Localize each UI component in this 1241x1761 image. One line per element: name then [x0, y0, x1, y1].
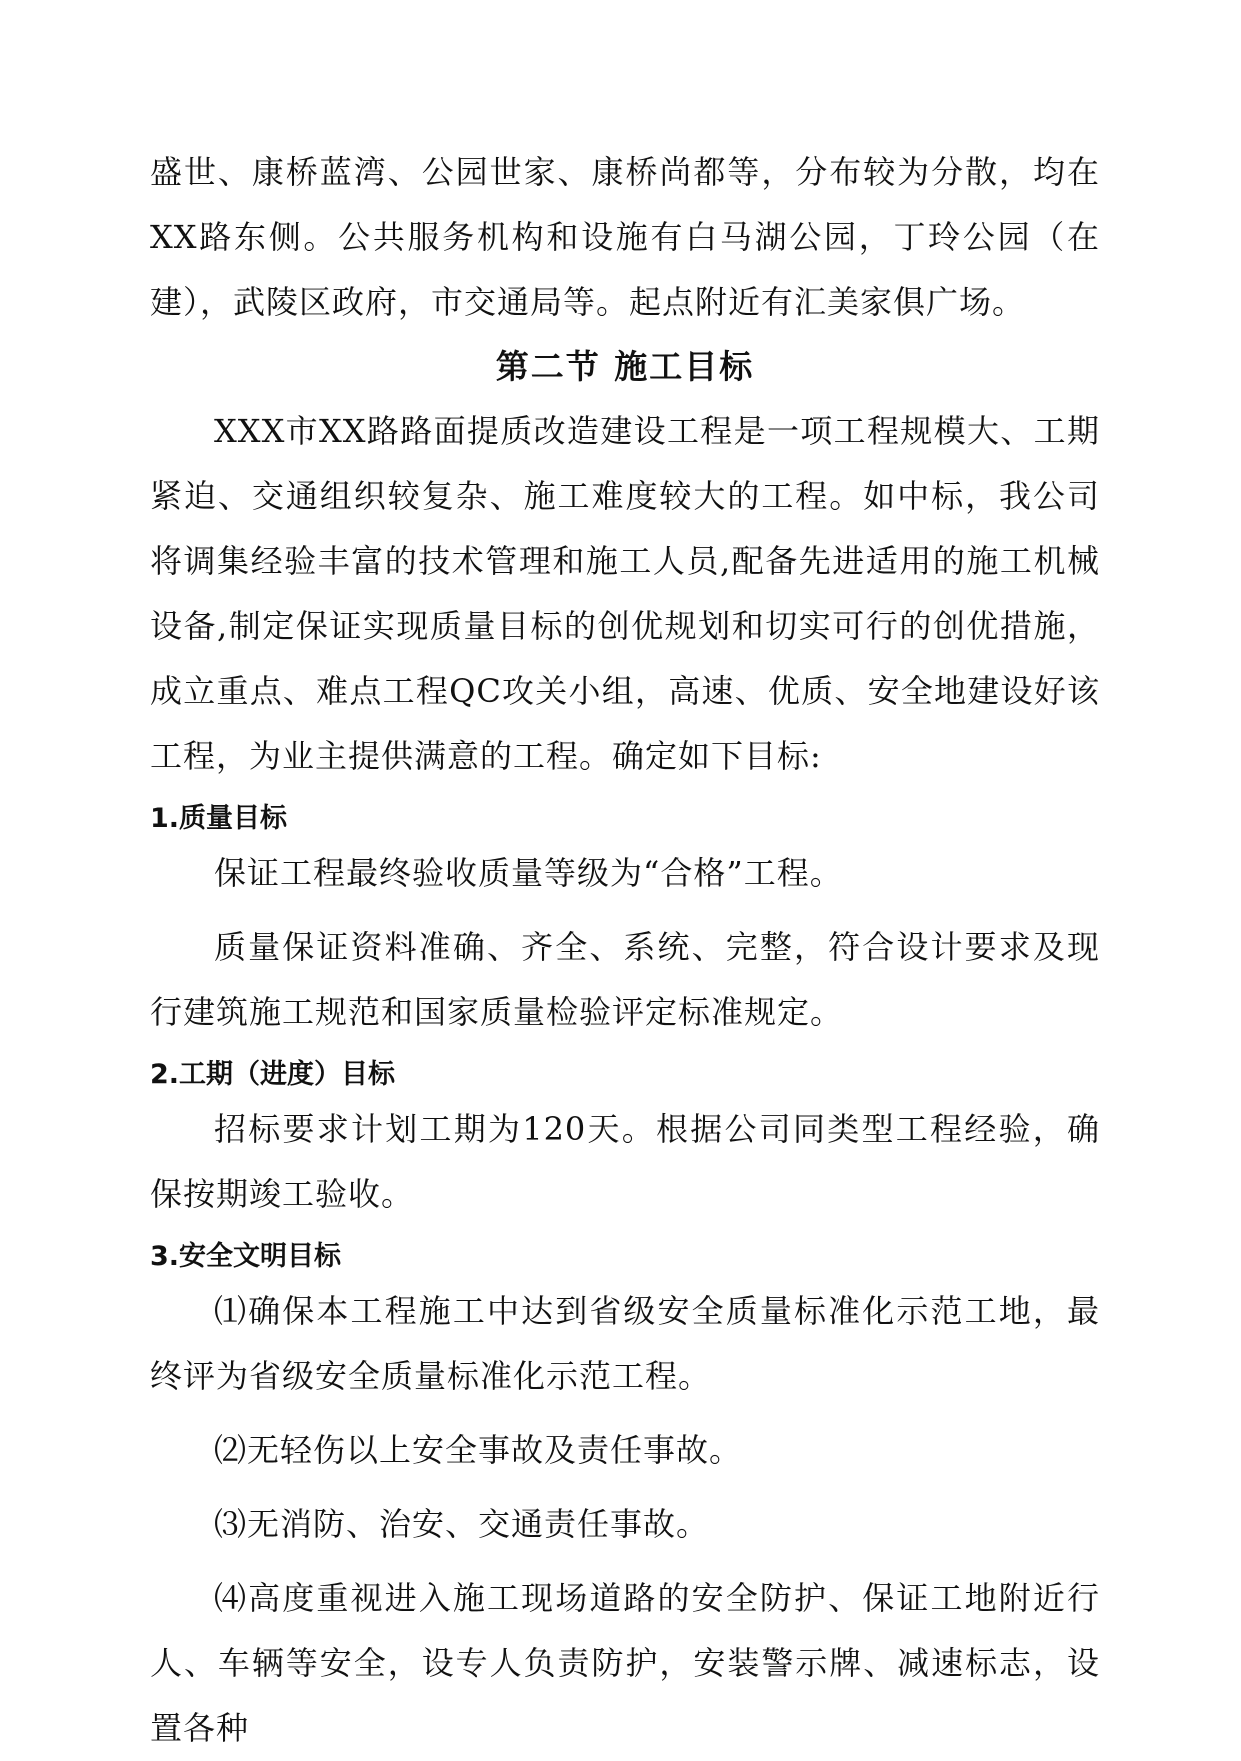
schedule-goal-paragraph: 招标要求计划工期为120天。根据公司同类型工程经验，确保按期竣工验收。 [150, 1110, 1100, 1213]
quality-goal-heading: 1.质量目标 [150, 803, 288, 834]
quality-goal-paragraph-1: 保证工程最终验收质量等级为“合格”工程。 [214, 854, 843, 892]
safety-item-2: ⑵无轻伤以上安全事故及责任事故。 [214, 1431, 743, 1469]
quality-goal-paragraph-2: 质量保证资料准确、齐全、系统、完整，符合设计要求及现行建筑施工规范和国家质量检验评定标准规定。 [150, 928, 1100, 1031]
safety-goal-heading: 3.安全文明目标 [150, 1241, 342, 1272]
section-title: 第二节 施工目标 [495, 347, 755, 386]
safety-item-1: ⑴确保本工程施工中达到省级安全质量标准化示范工地，最终评为省级安全质量标准化示范工程。 [150, 1292, 1100, 1395]
safety-item-3: ⑶无消防、治安、交通责任事故。 [214, 1505, 710, 1543]
document-body [150, 140, 1100, 1761]
section-intro-paragraph: XXX市XX路路面提质改造建设工程是一项工程规模大、工期紧迫、交通组织较复杂、施工难度较大的工程。如中标，我公司将调集经验丰富的技术管理和施工人员,配备先进适用的施工机械设备,制定保证实现质量目标的创优规划和切实可行的创优措施，成立重点、难点工程QC攻关小组，高速、优质、安全地建设好该工程，为业主提供满意的工程。确定如下目标: [150, 412, 1100, 775]
intro-paragraph: 盛世、康桥蓝湾、公园世家、康桥尚都等，分布较为分散，均在XX路东侧。公共服务机构和设施有白马湖公园，丁玲公园（在建），武陵区政府，市交通局等。起点附近有汇美家俱广场。 [150, 153, 1100, 321]
safety-item-4: ⑷高度重视进入施工现场道路的安全防护、保证工地附近行人、车辆等安全，设专人负责防护，安装警示牌、减速标志，设置各种 [150, 1579, 1100, 1747]
schedule-goal-heading: 2.工期（进度）目标 [150, 1059, 396, 1090]
